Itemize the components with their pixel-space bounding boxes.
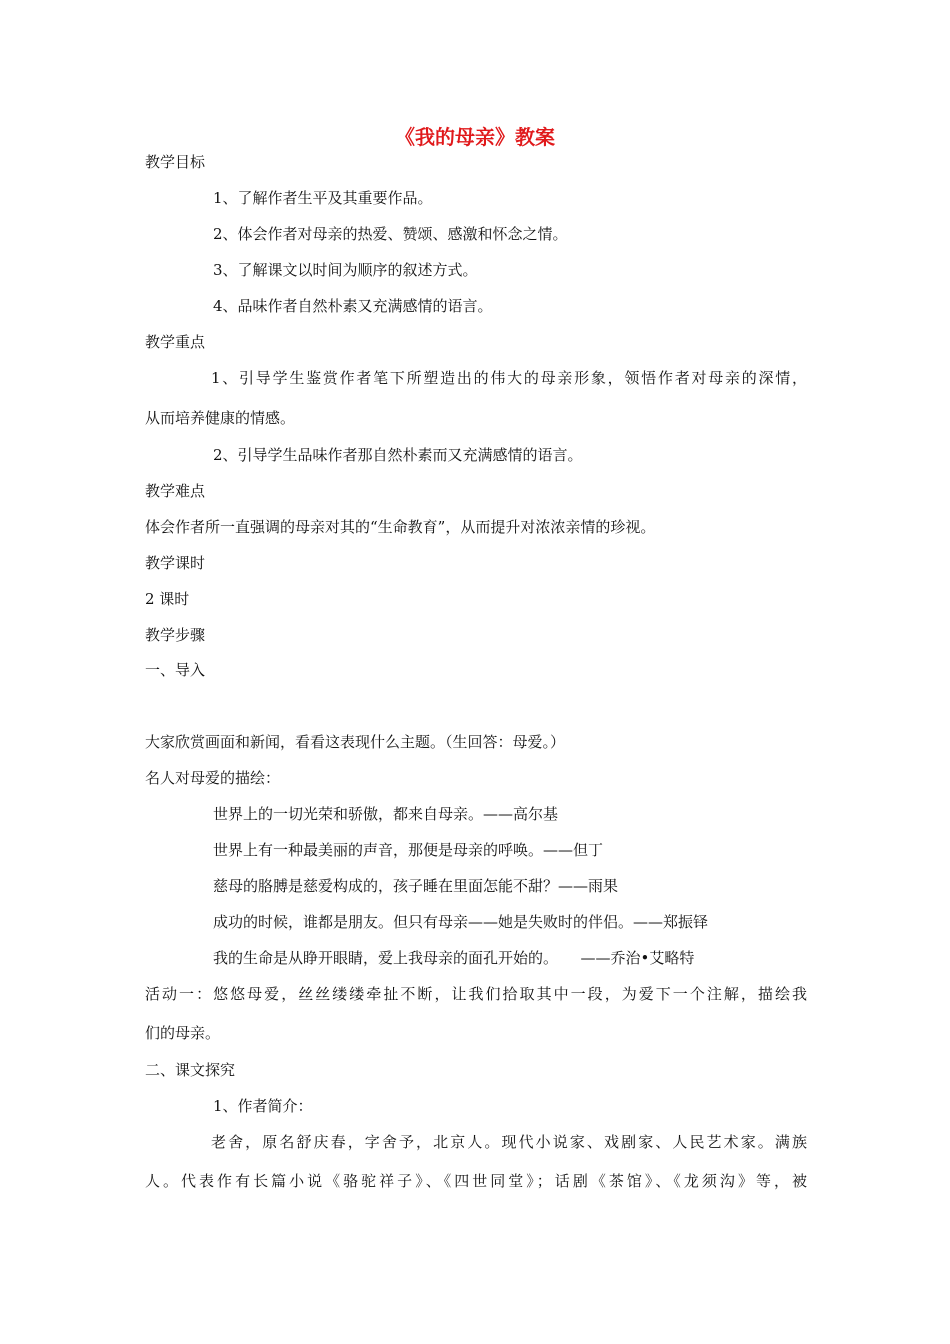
goal-item: 3、了解课文以时间为顺序的叙述方式。 (213, 261, 478, 279)
steps-heading: 教学步骤 (145, 626, 206, 644)
quote-item: 慈母的胳膊是慈爱构成的，孩子睡在里面怎能不甜？——雨果 (213, 877, 619, 895)
quote-item: 成功的时候，谁都是朋友。但只有母亲——她是失败时的伴侣。——郑振铎 (213, 913, 709, 931)
activity-line-1: 活动一：悠悠母爱，丝丝缕缕牵扯不断，让我们拾取其中一段，为爱下一个注解，描绘我 (145, 985, 807, 1003)
author-text-line-1: 老舍，原名舒庆春，字舍予，北京人。现代小说家、戏剧家、人民艺术家。满族 (211, 1133, 807, 1151)
quotes-heading: 名人对母爱的描绘： (145, 769, 281, 787)
goals-heading: 教学目标 (145, 153, 206, 171)
author-intro-heading: 1、作者简介： (213, 1097, 313, 1115)
section-1-heading: 一、导入 (145, 661, 206, 679)
key-point-item-1-line-1: 1、引导学生鉴赏作者笔下所塑造出的伟大的母亲形象，领悟作者对母亲的深情， (211, 369, 807, 387)
key-point-item-1-line-2: 从而培养健康的情感。 (145, 409, 296, 427)
difficulty-text: 体会作者所一直强调的母亲对其的“生命教育”，从而提升对浓浓亲情的珍视。 (145, 518, 656, 536)
quote-item: 我的生命是从睁开眼睛，爱上我母亲的面孔开始的。 ——乔治•艾略特 (213, 949, 695, 967)
hours-heading: 教学课时 (145, 554, 206, 572)
goal-item: 2、体会作者对母亲的热爱、赞颂、感激和怀念之情。 (213, 225, 568, 243)
section-2-heading: 二、课文探究 (145, 1061, 236, 1079)
activity-line-2: 们的母亲。 (145, 1024, 221, 1042)
author-text-line-2: 人。代表作有长篇小说《骆驼祥子》、《四世同堂》；话剧《茶馆》、《龙须沟》等，被 (145, 1172, 807, 1190)
goal-item: 4、品味作者自然朴素又充满感情的语言。 (213, 297, 493, 315)
intro-text: 大家欣赏画面和新闻，看看这表现什么主题。（生回答：母爱。） (145, 733, 566, 751)
goal-item: 1、了解作者生平及其重要作品。 (213, 189, 433, 207)
hours-value: 2 课时 (145, 590, 190, 608)
key-point-item-2: 2、引导学生品味作者那自然朴素而又充满感情的语言。 (213, 446, 583, 464)
quote-item: 世界上的一切光荣和骄傲，都来自母亲。——高尔基 (213, 805, 559, 823)
difficulty-heading: 教学难点 (145, 482, 206, 500)
key-points-heading: 教学重点 (145, 333, 206, 351)
quote-item: 世界上有一种最美丽的声音，那便是母亲的呼唤。——但丁 (213, 841, 604, 859)
document-title: 《我的母亲》教案 (395, 125, 555, 149)
